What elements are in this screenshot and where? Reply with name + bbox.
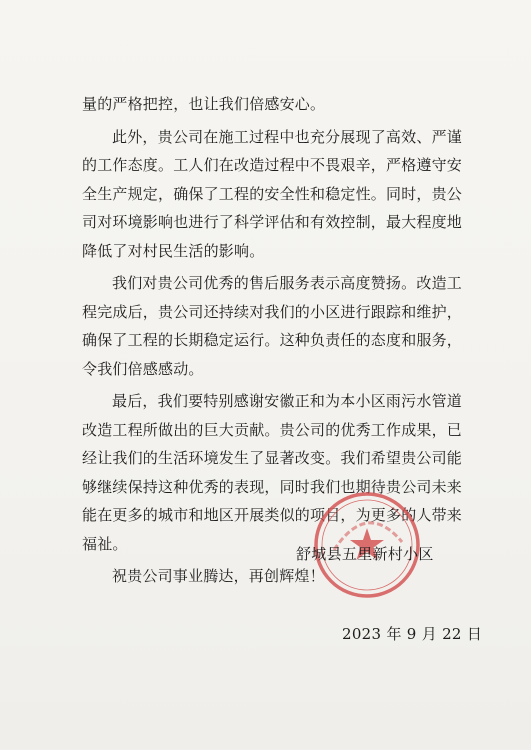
closing-line: 祝贵公司事业腾达，再创辉煌！	[112, 567, 325, 585]
letter-paragraph: 量的严格把控，也让我们倍感安心。	[82, 95, 326, 113]
letter-paragraph: 此外，贵公司在施工过程中也充分展现了高效、严谨的工作态度。工人们在改造过程中不畏艰辛，严格遵守安全生产规定，确保了工程的安全性和稳定性。同时，贵公司对环境影响也进行了科学评估和有效控制，最大程度地降低了对村民生活的影响。	[82, 127, 463, 260]
letter-paragraph: 最后，我们要特别感谢安徽正和为本小区雨污水管道改造工程所做出的巨大贡献。贵公司的优秀工作成果，已经让我们的生活环境发生了显著改变。我们希望贵公司能够继续保持这种优秀的表现，同时我们也期待贵公司未来能在更多的城市和地区开展类似的项目，为更多的人带来福祉。	[82, 392, 463, 553]
signature: 舒城县五里新村小区	[296, 545, 434, 563]
letter-date: 2023 年 9 月 22 日	[342, 625, 483, 643]
letter-paragraph: 我们对贵公司优秀的售后服务表示高度赞扬。改造工程完成后，贵公司还持续对我们的小区进行跟踪和维护，确保了工程的长期稳定运行。这种负责任的态度和服务，令我们倍感感动。	[82, 274, 463, 378]
